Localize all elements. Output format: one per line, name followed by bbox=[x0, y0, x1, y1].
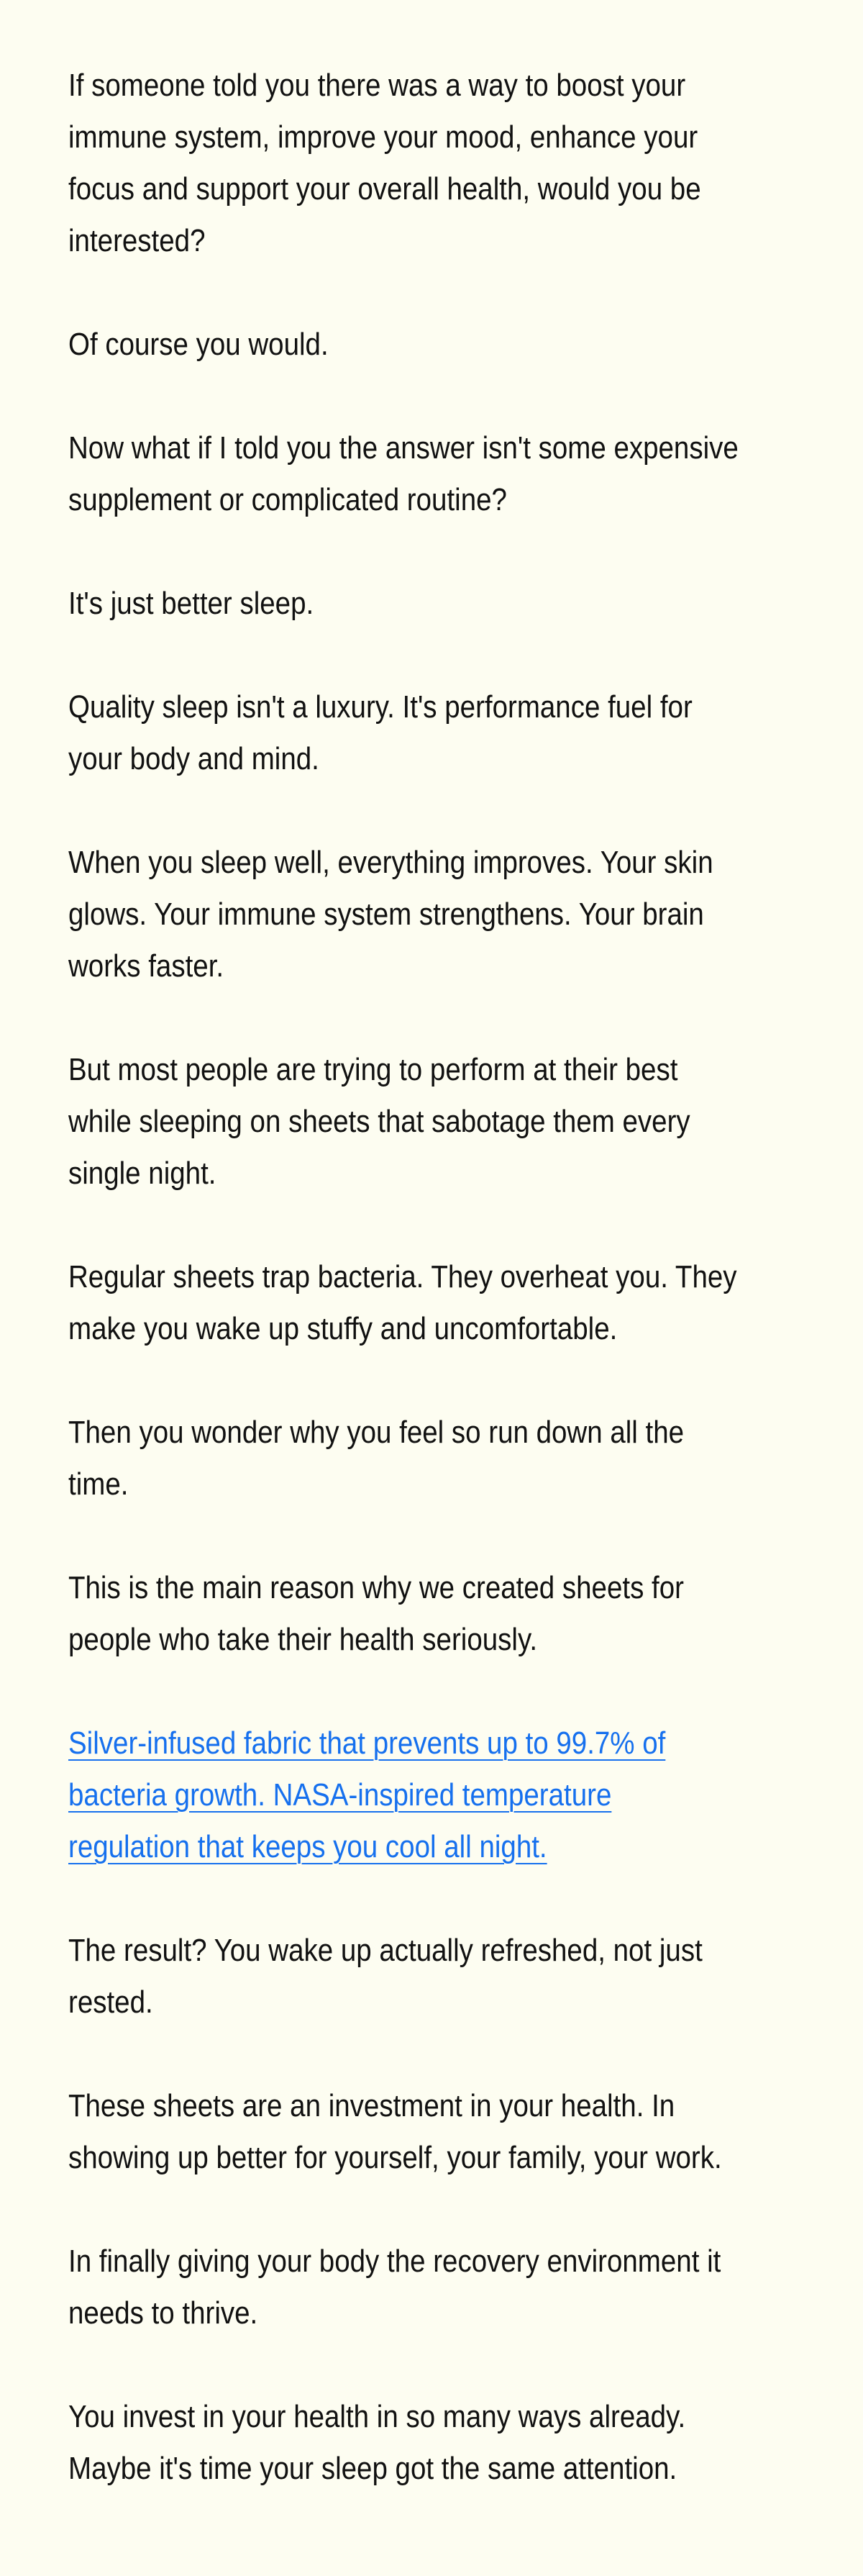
paragraph-run-down bbox=[68, 1407, 802, 1510]
paragraph-investment bbox=[68, 2080, 802, 2184]
product-link[interactable]: regulation that keeps you cool all night. bbox=[68, 1829, 547, 1864]
text-line: needs to thrive. bbox=[68, 2295, 258, 2331]
text-line: Maybe it's time your sleep got the same attention. bbox=[68, 2451, 677, 2486]
text-line: works faster. bbox=[68, 948, 224, 984]
product-link-line[interactable] bbox=[68, 1821, 711, 1873]
text-line: time. bbox=[68, 1466, 129, 1502]
product-link-paragraph[interactable] bbox=[68, 1718, 802, 1873]
text-line: people who take their health seriously. bbox=[68, 1622, 538, 1657]
paragraph-intro-question bbox=[68, 60, 802, 267]
paragraph-recovery bbox=[68, 2236, 802, 2339]
text-line: Quality sleep isn't a luxury. It's performance fuel for bbox=[68, 689, 693, 725]
paragraph-the-result bbox=[68, 1925, 802, 2028]
product-link-line[interactable] bbox=[68, 1718, 711, 1769]
text-line: You invest in your health in so many ways already. bbox=[68, 2399, 686, 2434]
text-line: immune system, improve your mood, enhance your bbox=[68, 119, 698, 155]
product-link[interactable]: Silver-infused fabric that prevents up to 99.7% of bbox=[68, 1725, 666, 1761]
paragraph-better-sleep bbox=[68, 578, 802, 630]
paragraph-regular-sheets bbox=[68, 1251, 802, 1355]
paragraph-of-course bbox=[68, 319, 802, 371]
text-line: focus and support your overall health, would you be bbox=[68, 171, 701, 207]
text-line: glows. Your immune system strengthens. Your brain bbox=[68, 897, 704, 932]
paragraph-main-reason bbox=[68, 1562, 802, 1666]
text-line: while sleeping on sheets that sabotage them every bbox=[68, 1104, 690, 1139]
text-line: Of course you would. bbox=[68, 327, 329, 362]
product-link[interactable]: bacteria growth. NASA-inspired temperature bbox=[68, 1777, 612, 1813]
text-line: When you sleep well, everything improves. Your skin bbox=[68, 845, 713, 880]
text-line: It's just better sleep. bbox=[68, 586, 314, 621]
text-line: Regular sheets trap bacteria. They overheat you. They bbox=[68, 1259, 737, 1294]
text-line: showing up better for yourself, your family, your work. bbox=[68, 2140, 722, 2175]
product-link-line[interactable] bbox=[68, 1769, 711, 1821]
text-line: single night. bbox=[68, 1156, 216, 1191]
text-line: These sheets are an investment in your health. In bbox=[68, 2088, 675, 2123]
text-line: your body and mind. bbox=[68, 741, 319, 776]
paragraph-closing bbox=[68, 2391, 802, 2495]
text-line: But most people are trying to perform at their best bbox=[68, 1052, 678, 1087]
text-line: rested. bbox=[68, 1985, 153, 2020]
text-line: In finally giving your body the recovery environment it bbox=[68, 2244, 721, 2279]
paragraph-quality-sleep bbox=[68, 681, 802, 785]
text-line: interested? bbox=[68, 223, 206, 258]
paragraph-sleep-well bbox=[68, 837, 802, 992]
text-line: Then you wonder why you feel so run down all the bbox=[68, 1415, 685, 1450]
text-line: supplement or complicated routine? bbox=[68, 482, 507, 517]
text-line: If someone told you there was a way to boost your bbox=[68, 68, 686, 103]
text-line: The result? You wake up actually refreshed, not just bbox=[68, 1933, 703, 1968]
text-line: This is the main reason why we created sheets for bbox=[68, 1570, 684, 1605]
text-line: make you wake up stuffy and uncomfortable. bbox=[68, 1311, 618, 1346]
paragraph-most-people bbox=[68, 1044, 802, 1199]
text-line: Now what if I told you the answer isn't some expensive bbox=[68, 430, 739, 466]
paragraph-now-what bbox=[68, 422, 802, 526]
